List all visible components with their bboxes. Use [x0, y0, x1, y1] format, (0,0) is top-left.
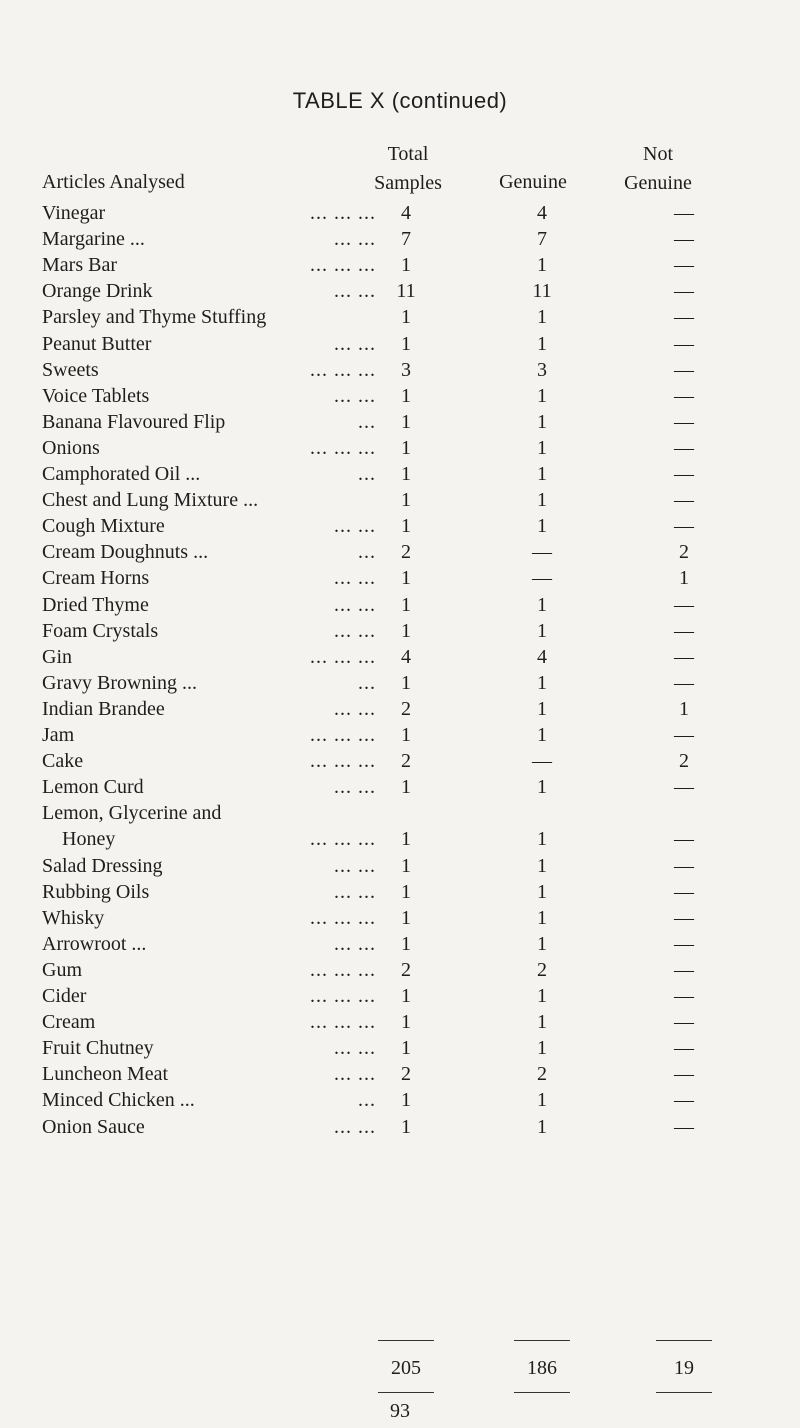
article-name	[42, 332, 376, 356]
table-row	[0, 1037, 800, 1063]
article-label: Orange Drink	[42, 280, 153, 303]
leader-dots: ... ...	[334, 932, 376, 955]
article-name	[42, 906, 376, 930]
article-label: Foam Crystals	[42, 619, 159, 642]
not-genuine-cell: —	[674, 1011, 694, 1034]
table-row	[0, 202, 800, 228]
article-label: Fruit Chutney	[42, 1037, 154, 1060]
leader-dots: ... ... ...	[310, 958, 376, 981]
genuine-cell: —	[532, 750, 552, 773]
article-label: Cough Mixture	[42, 515, 165, 538]
leader-dots: ... ... ...	[310, 202, 376, 224]
leader-dots: ... ... ...	[310, 906, 376, 929]
article-label: Voice Tablets	[42, 384, 150, 407]
table-row	[0, 933, 800, 959]
leader-dots: ...	[358, 463, 376, 485]
not-genuine-cell: —	[674, 645, 694, 668]
not-genuine-cell: —	[674, 436, 694, 459]
table-row	[0, 515, 800, 541]
article-name	[42, 202, 376, 225]
article-name	[42, 958, 376, 982]
not-genuine-cell: —	[674, 384, 694, 407]
header-articles-analysed: Articles Analysed	[42, 171, 185, 193]
table-row	[0, 828, 800, 854]
article-label: Peanut Butter	[42, 332, 152, 355]
table-row	[0, 1116, 800, 1142]
article-name	[42, 1011, 376, 1034]
total-samples-cell: 1	[401, 410, 411, 433]
not-genuine-cell: —	[674, 489, 694, 512]
article-label: Vinegar	[42, 202, 106, 224]
article-label: Cream Horns	[42, 567, 150, 590]
not-genuine-cell: 2	[679, 750, 689, 773]
total-samples-cell: 2	[401, 1063, 411, 1086]
leader-dots: ...	[358, 410, 376, 433]
table-row	[0, 306, 800, 332]
not-genuine-cell: —	[674, 828, 694, 851]
total-samples-cell: 1	[401, 436, 411, 459]
leader-dots: ... ...	[334, 776, 376, 799]
not-genuine-cell: —	[674, 671, 694, 694]
article-name	[42, 750, 376, 773]
genuine-cell: 3	[537, 358, 547, 381]
article-label: Lemon Curd	[42, 776, 144, 799]
genuine-cell: 1	[537, 697, 547, 720]
article-name	[42, 802, 342, 825]
article-name	[42, 671, 376, 695]
total-samples-rule	[378, 1340, 434, 1341]
genuine-sum: 186	[527, 1357, 557, 1379]
genuine-cell: 4	[537, 202, 547, 224]
article-name	[42, 228, 376, 251]
total-samples-cell: 2	[401, 697, 411, 720]
article-name	[42, 645, 376, 669]
table-row	[0, 541, 800, 567]
article-label: Honey	[62, 828, 116, 851]
article-name	[42, 1115, 376, 1139]
article-name	[62, 828, 376, 851]
article-label: Cream	[42, 1011, 96, 1034]
article-label: Jam	[42, 724, 75, 746]
leader-dots: ...	[358, 541, 376, 564]
not-genuine-sum: 19	[674, 1357, 694, 1379]
genuine-cell: 1	[537, 489, 547, 512]
article-name	[42, 1037, 376, 1060]
article-label: Whisky	[42, 906, 105, 929]
total-samples-cell: 1	[401, 854, 411, 877]
article-label: Sweets	[42, 358, 99, 381]
page-number: 93	[390, 1400, 410, 1422]
leader-dots: ...	[358, 671, 376, 694]
genuine-cell: 1	[537, 1115, 547, 1138]
table-row	[0, 254, 800, 280]
article-label: Luncheon Meat	[42, 1063, 169, 1086]
not-genuine-cell: —	[674, 306, 694, 329]
not-genuine-cell: —	[674, 358, 694, 381]
table-row	[0, 594, 800, 620]
leader-dots: ... ...	[334, 593, 376, 616]
total-samples-cell: 1	[401, 906, 411, 929]
leader-dots: ... ...	[334, 1115, 376, 1138]
total-samples-cell: 1	[401, 1115, 411, 1138]
table-row	[0, 463, 800, 489]
article-name	[42, 515, 376, 538]
leader-dots: ... ... ...	[310, 254, 376, 277]
genuine-cell: 1	[537, 776, 547, 799]
table-row	[0, 672, 800, 698]
article-name	[42, 697, 376, 721]
total-samples-cell: 1	[401, 489, 411, 512]
not-genuine-cell: —	[674, 332, 694, 355]
genuine-cell: 1	[537, 985, 547, 1007]
article-label: Mars Bar	[42, 254, 117, 277]
table-row	[0, 620, 800, 646]
leader-dots: ... ...	[334, 332, 376, 355]
leader-dots: ... ...	[334, 854, 376, 877]
total-samples-cell: 4	[401, 202, 411, 224]
total-samples-cell: 1	[401, 828, 411, 851]
leader-dots: ... ... ...	[310, 645, 376, 668]
table-row	[0, 907, 800, 933]
not-genuine-cell: —	[674, 1115, 694, 1138]
total-samples-cell: 1	[401, 515, 411, 538]
article-name	[42, 280, 376, 303]
genuine-cell: 7	[537, 228, 547, 251]
total-samples-cell: 1	[401, 567, 411, 590]
not-genuine-cell: —	[674, 463, 694, 485]
genuine-cell: 2	[537, 958, 547, 981]
not-genuine-cell: —	[674, 776, 694, 799]
header-not-line1: Not	[643, 143, 673, 165]
table-row	[0, 802, 800, 828]
table-row	[0, 881, 800, 907]
table-row	[0, 855, 800, 881]
total-samples-cell: 1	[401, 985, 411, 1007]
article-name	[42, 254, 376, 277]
leader-dots: ... ... ...	[310, 1011, 376, 1034]
genuine-cell: 1	[537, 436, 547, 459]
not-genuine-cell: 1	[679, 697, 689, 720]
article-label: Arrowroot ...	[42, 932, 147, 955]
article-label: Onion Sauce	[42, 1115, 145, 1138]
table-row	[0, 985, 800, 1011]
not-genuine-cell: —	[674, 1089, 694, 1112]
genuine-cell: 1	[537, 306, 547, 329]
total-samples-sum: 205	[391, 1357, 421, 1379]
not-genuine-cell: —	[674, 593, 694, 616]
leader-dots: ... ...	[334, 1037, 376, 1060]
article-label: Cake	[42, 750, 84, 773]
total-samples-cell: 1	[401, 619, 411, 642]
article-name	[42, 880, 376, 904]
genuine-cell: 1	[537, 410, 547, 433]
table-row	[0, 437, 800, 463]
leader-dots: ...	[358, 1089, 376, 1112]
article-name	[42, 541, 376, 564]
not-genuine-cell: —	[674, 958, 694, 981]
article-label: Gravy Browning ...	[42, 671, 197, 694]
not-genuine-cell: —	[674, 410, 694, 433]
leader-dots: ... ... ...	[310, 358, 376, 381]
not-genuine-cell: —	[674, 619, 694, 642]
table-row	[0, 724, 800, 750]
table-row	[0, 385, 800, 411]
article-label: Onions	[42, 436, 100, 459]
not-genuine-cell: —	[674, 880, 694, 903]
article-label: Gum	[42, 958, 82, 981]
article-label: Dried Thyme	[42, 593, 149, 616]
article-label: Cider	[42, 985, 87, 1007]
total-samples-cell: 1	[401, 463, 411, 485]
article-name	[42, 567, 376, 590]
total-samples-cell: 1	[401, 593, 411, 616]
article-label: Margarine ...	[42, 228, 145, 251]
genuine-cell: 1	[537, 906, 547, 929]
header-total-samples	[358, 140, 458, 198]
not-genuine-cell: —	[674, 1037, 694, 1060]
total-samples-cell: 1	[401, 384, 411, 407]
article-name	[42, 436, 376, 460]
table-row	[0, 411, 800, 437]
genuine-cell: 1	[537, 463, 547, 485]
not-genuine-cell: —	[674, 280, 694, 303]
article-label: Cream Doughnuts ...	[42, 541, 209, 564]
article-name	[42, 358, 376, 382]
article-name	[42, 724, 376, 747]
not-genuine-cell: —	[674, 906, 694, 929]
total-samples-cell: 2	[401, 541, 411, 564]
article-name	[42, 410, 376, 434]
table-row	[0, 646, 800, 672]
genuine-double-rule	[514, 1392, 570, 1393]
leader-dots: ... ... ...	[310, 436, 376, 459]
page-title: TABLE X (continued)	[292, 88, 508, 113]
article-name	[42, 1089, 376, 1112]
header-total-line2: Samples	[374, 172, 442, 194]
total-samples-cell: 1	[401, 932, 411, 955]
total-samples-cell: 1	[401, 1011, 411, 1034]
total-samples-cell: 1	[401, 1089, 411, 1112]
article-label: Salad Dressing	[42, 854, 163, 877]
article-label: Indian Brandee	[42, 697, 165, 720]
table-row	[0, 280, 800, 306]
total-samples-cell: 1	[401, 254, 411, 277]
total-samples-double-rule	[378, 1392, 434, 1393]
article-name	[42, 384, 376, 408]
not-genuine-cell: —	[674, 1063, 694, 1086]
table-row	[0, 489, 800, 515]
article-label: Minced Chicken ...	[42, 1089, 195, 1112]
leader-dots: ... ... ...	[310, 985, 376, 1007]
leader-dots: ... ...	[334, 384, 376, 407]
not-genuine-cell: 2	[679, 541, 689, 564]
article-label: Chest and Lung Mixture ...	[42, 489, 259, 512]
total-samples-cell: 1	[401, 724, 411, 746]
genuine-cell: 1	[537, 593, 547, 616]
not-genuine-cell: —	[674, 854, 694, 877]
not-genuine-cell: —	[674, 254, 694, 277]
genuine-cell: 1	[537, 932, 547, 955]
genuine-cell: 11	[532, 280, 552, 303]
article-label: Camphorated Oil ...	[42, 463, 201, 485]
header-not-line2: Genuine	[624, 172, 692, 194]
genuine-cell: 2	[537, 1063, 547, 1086]
leader-dots: ... ... ...	[310, 750, 376, 773]
article-name	[42, 1063, 376, 1086]
genuine-cell: 1	[537, 1037, 547, 1060]
not-genuine-cell: —	[674, 932, 694, 955]
total-samples-cell: 7	[401, 228, 411, 251]
article-name	[42, 985, 376, 1008]
table-row	[0, 567, 800, 593]
table-row	[0, 1011, 800, 1037]
table-row	[0, 959, 800, 985]
total-samples-cell: 11	[396, 280, 416, 303]
article-label: Parsley and Thyme Stuffing	[42, 306, 267, 329]
leader-dots: ... ... ...	[310, 828, 376, 851]
leader-dots: ... ... ...	[310, 724, 376, 746]
not-genuine-rule	[656, 1340, 712, 1341]
table-row	[0, 359, 800, 385]
total-samples-cell: 1	[401, 776, 411, 799]
article-label: Lemon, Glycerine and	[42, 802, 222, 825]
article-name	[42, 619, 376, 643]
total-samples-cell: 2	[401, 958, 411, 981]
total-samples-cell: 2	[401, 750, 411, 773]
article-label: Rubbing Oils	[42, 880, 150, 903]
not-genuine-cell: —	[674, 515, 694, 538]
genuine-cell: 1	[537, 619, 547, 642]
article-name	[42, 306, 342, 329]
header-not-genuine	[592, 140, 724, 198]
genuine-cell: 1	[537, 880, 547, 903]
article-label: Banana Flavoured Flip	[42, 410, 226, 433]
leader-dots: ... ...	[334, 619, 376, 642]
genuine-cell: —	[532, 541, 552, 564]
genuine-cell: 1	[537, 671, 547, 694]
header-total-line1: Total	[387, 143, 429, 165]
not-genuine-cell: —	[674, 202, 694, 224]
genuine-rule	[514, 1340, 570, 1341]
genuine-cell: 1	[537, 515, 547, 538]
genuine-cell: 1	[537, 254, 547, 277]
leader-dots: ... ...	[334, 1063, 376, 1086]
leader-dots: ... ...	[334, 515, 376, 538]
total-samples-cell: 1	[401, 332, 411, 355]
genuine-cell: 4	[537, 645, 547, 668]
table-row	[0, 228, 800, 254]
table-row	[0, 1063, 800, 1089]
leader-dots: ... ...	[334, 567, 376, 590]
genuine-cell: 1	[537, 854, 547, 877]
genuine-cell: —	[532, 567, 552, 590]
leader-dots: ... ...	[334, 280, 376, 303]
article-name	[42, 932, 376, 956]
table-row	[0, 1089, 800, 1115]
table-row	[0, 776, 800, 802]
header-genuine: Genuine	[499, 171, 567, 193]
not-genuine-cell: —	[674, 724, 694, 746]
total-samples-cell: 1	[401, 880, 411, 903]
table-row	[0, 333, 800, 359]
genuine-cell: 1	[537, 384, 547, 407]
leader-dots: ... ...	[334, 880, 376, 903]
article-name	[42, 463, 376, 486]
not-genuine-cell: —	[674, 228, 694, 251]
not-genuine-cell: 1	[679, 567, 689, 590]
article-name	[42, 776, 376, 799]
table-row	[0, 698, 800, 724]
genuine-cell: 1	[537, 724, 547, 746]
article-name	[42, 593, 376, 617]
total-samples-cell: 4	[401, 645, 411, 668]
genuine-cell: 1	[537, 1089, 547, 1112]
not-genuine-cell: —	[674, 985, 694, 1007]
not-genuine-double-rule	[656, 1392, 712, 1393]
article-name	[42, 489, 342, 512]
genuine-cell: 1	[537, 828, 547, 851]
genuine-cell: 1	[537, 332, 547, 355]
total-samples-cell: 1	[401, 1037, 411, 1060]
leader-dots: ... ...	[334, 697, 376, 720]
article-label: Gin	[42, 645, 72, 668]
total-samples-cell: 1	[401, 671, 411, 694]
table-row	[0, 750, 800, 776]
total-samples-cell: 1	[401, 306, 411, 329]
total-samples-cell: 3	[401, 358, 411, 381]
leader-dots: ... ...	[334, 228, 376, 251]
genuine-cell: 1	[537, 1011, 547, 1034]
article-name	[42, 854, 376, 878]
